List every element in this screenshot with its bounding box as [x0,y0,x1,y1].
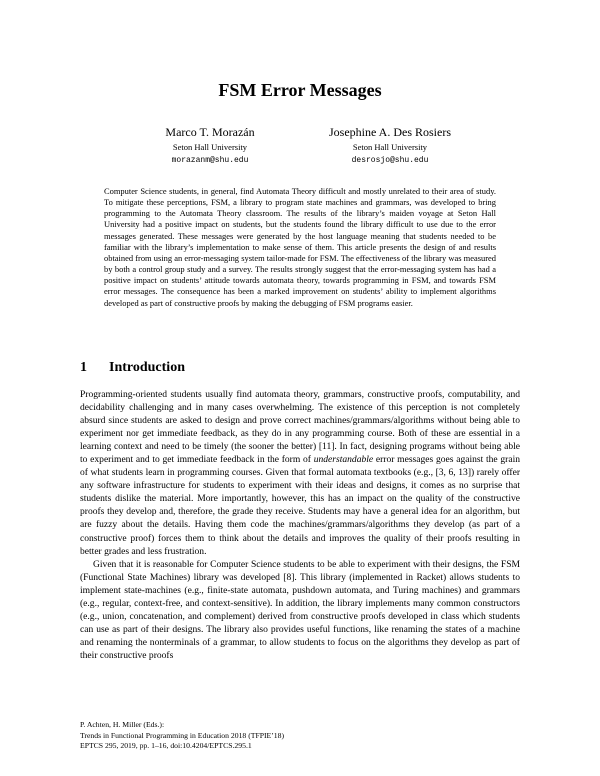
body-text [80,388,520,662]
paragraph [80,388,520,558]
paper-title: FSM Error Messages [218,80,382,100]
section-heading [80,360,520,376]
author-name: Josephine A. Des Rosiers [329,125,451,139]
author-affiliation: Seton Hall University [352,142,428,152]
section-number: 1 [80,360,87,375]
emphasis-text: understandable [313,454,374,466]
section-title: Introduction [109,360,185,375]
author-name: Marco T. Morazán [165,125,255,139]
paragraph-text: error messages goes against the grain of what students learn in programming courses. Given that formal automata textbooks (e.g., [3, 6, 13]) rarely offer any software infrastructure for students to experiment with their ideas and designs, it comes as no surprise that students dislike the material. More importantly, however, this has an impact on the quality of the constructive proofs they develop and, therefore, the grade they receive. Students may have a general idea for an algorithm, but are fuzzy about the details. Having them code the machines/grammars/algorithms they develop (as part of a constructive proof) forces them to think about the details and improves the quality of their proofs resulting in better grades and less frustration. [80,454,521,557]
author-email: desrosjo@shu.edu [351,156,429,165]
paragraph-text: Programming-oriented students usually find automata theory, grammars, constructive proofs, computability, and decidability challenging and in many cases overwhelming. The existence of this perception is not completely absurd since students are asked to design and prove correct machines/grammars/algorithms without being able to experiment nor get immediate feedback, as they do in any programming course. Both of these are essential in a learning context and need to be timely (the sooner the better) [11]. In fact, designing programs without being able to experiment and to get immediate feedback in the form of [80,389,520,466]
abstract: Computer Science students, in general, find Automata Theory difficult and mostly unrelated to their area of study. To mitigate these perceptions, FSM, a library to program state machines and grammars, was developed to bring programming to the Automata Theory classroom. The results of the library’s maiden voyage at Seton Hall University had a positive impact on students, but the students found the library difficult to use due to the error messages generated. These messages were generated by the host language meaning that students needed to be familiar with the library’s implementation to make sense of them. This article presents the design of and results obtained from using an error-messaging system tailor-made for FSM. The effectiveness of the library was measured by both a control group study and a survey. The results strongly suggest that the error-messaging system has had a positive impact on students’ attitude towards automata theory, towards programming in FSM, and towards FSM error messages. The consequence has been a marked improvement on students’ ability to implement algorithms developed as part of constructive proofs by making the debugging of FSM programs easier. [104,186,496,308]
paragraph: Given that it is reasonable for Computer Science students to be able to experiment with their designs, the FSM (Functional State Machines) library was developed [8]. This library (implemented in Racket) allows students to implement state-machines (e.g., finite-state automata, pushdown automata, and Turing machines) and grammars (e.g., regular, context-free, and context-sensitive). In addition, the library implements many common constructors (e.g., union, concatenation, and complement) derived from constructive proofs developed in class which students can use as part of their designs. The library also provides useful functions, like renaming the states of a machine and renaming the nonterminals of a grammar, to allow students to focus on the algorithms they develop as part of their constructive proofs [80,558,520,661]
footer [80,720,520,752]
author-affiliation: Seton Hall University [172,142,248,152]
author-block [280,125,500,167]
author-email: morazanm@shu.edu [171,156,249,165]
footer-venue: Trends in Functional Programming in Education 2018 (TFPIE’18) [80,730,285,740]
footer-citation: EPTCS 295, 2019, pp. 1–16, doi:10.4204/EPTCS.295.1 [80,741,252,750]
footer-editors: P. Achten, H. Miller (Eds.): [80,720,165,729]
